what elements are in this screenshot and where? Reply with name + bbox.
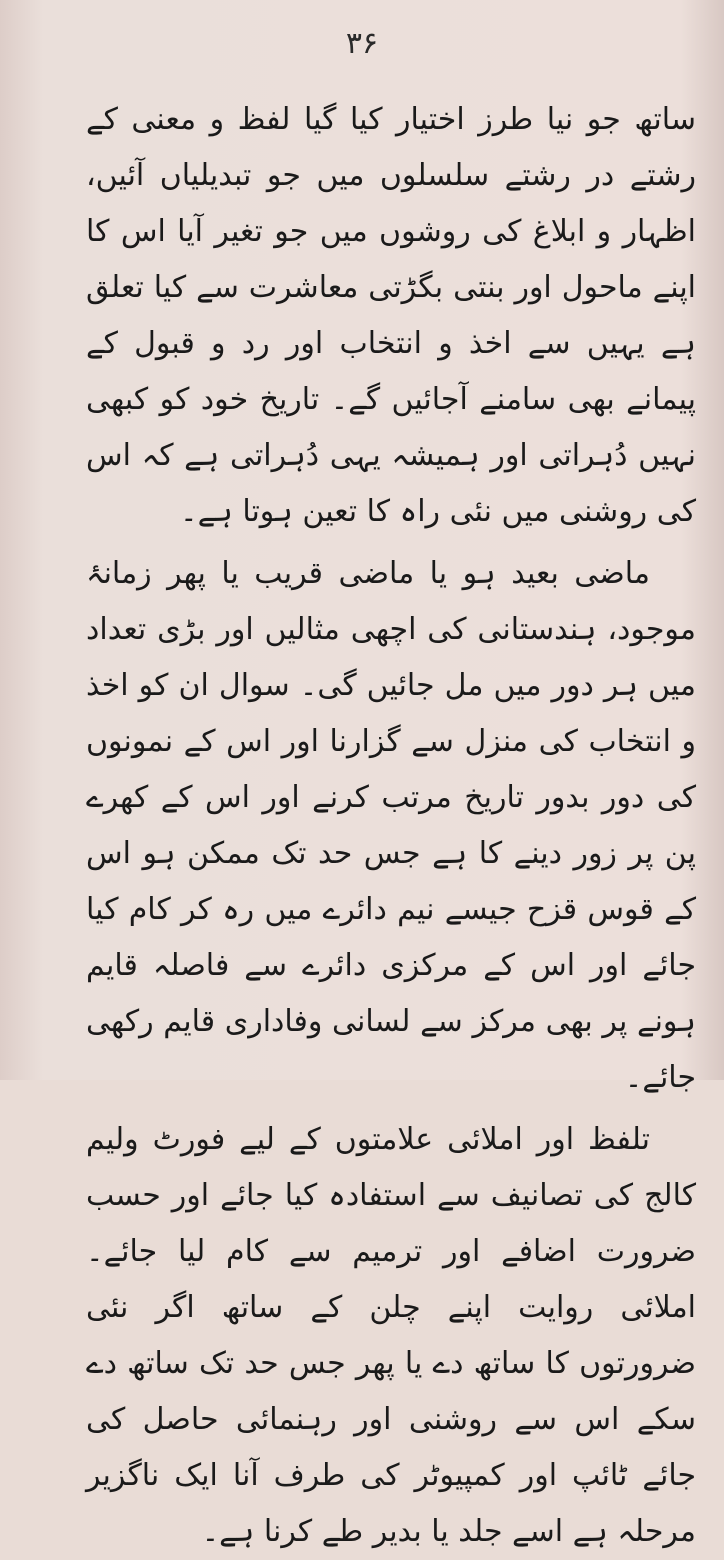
page-number: ۳۶: [345, 26, 379, 61]
body-text: [86, 92, 696, 1560]
paragraph-2: ماضی بعید ہو یا ماضی قریب یا پھر زمانۂ موجود، ہندستانی کی اچھی مثالیں اور بڑی تعداد میں ہر دور میں مل جائیں گی۔ سوال ان کو اخذ و انتخاب کی منزل سے گزارنا اور اس کے نمونوں کی دور بدور تاریخ مرتب کرنے اور اس کے کھرے پن پر زور دینے کا ہے جس حد تک ممکن ہو اس کے قوس قزح جیسے نیم دائرے میں رہ کر کام کیا جائے اور اس کے مرکزی دائرے سے فاصلہ قایم ہونے پر بھی مرکز سے لسانی وفاداری قایم رکھی جائے۔: [86, 556, 696, 1095]
paragraph-3: تلفظ اور املائی علامتوں کے لیے فورٹ ولیم کالج کی تصانیف سے استفادہ کیا جائے اور حسب ضرورت اضافے اور ترمیم سے کام لیا جائے۔ املائی روایت اپنے چلن کے ساتھ اگر نئی ضرورتوں کا ساتھ دے یا پھر جس حد تک ساتھ دے سکے اس سے روشنی اور رہنمائی حاصل کی جائے ٹائپ اور کمپیوٹر کی طرف آنا ایک ناگزیر مرحلہ ہے اسے جلد یا بدیر طے کرنا ہے۔: [86, 1122, 696, 1549]
paragraph-1: ساتھ جو نیا طرز اختیار کیا گیا لفظ و معنی کے رشتے در رشتے سلسلوں میں جو تبدیلیاں آئیں، اظہار و ابلاغ کی روشوں میں جو تغیر آیا اس کا اپنے ماحول اور بنتی بگڑتی معاشرت سے کیا تعلق ہے یہیں سے اخذ و انتخاب اور رد و قبول کے پیمانے بھی سامنے آجائیں گے۔ تاریخ خود کو کبھی نہیں دُہراتی اور ہمیشہ یہی دُہراتی ہے کہ اس کی روشنی میں نئی راہ کا تعین ہوتا ہے۔: [86, 102, 696, 529]
